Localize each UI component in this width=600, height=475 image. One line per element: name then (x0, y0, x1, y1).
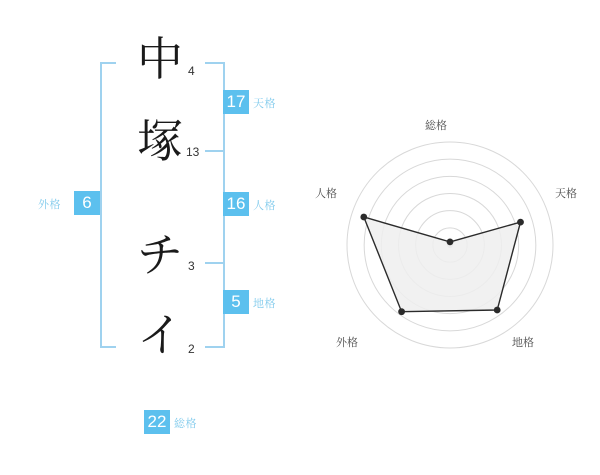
value-chikaku: 5 (223, 290, 249, 314)
label-soukaku: 総格 (174, 417, 197, 430)
label-tenkaku: 天格 (253, 97, 276, 110)
stroke-count-4: 2 (188, 342, 195, 356)
stroke-count-1: 4 (188, 64, 195, 78)
radar-data-point (398, 308, 405, 315)
name-character-2: 塚 (137, 114, 183, 168)
name-character-4: イ (137, 308, 183, 362)
radar-axis-label-jinkaku: 人格 (315, 187, 337, 200)
radar-series-polygon (364, 217, 521, 312)
label-gaikaku: 外格 (38, 198, 61, 211)
name-strokes-panel (0, 0, 300, 470)
bracket-tenkaku (205, 62, 225, 152)
value-soukaku: 22 (144, 410, 170, 434)
radar-axis-label-gaikaku: 外格 (336, 336, 358, 349)
value-gaikaku: 6 (74, 191, 100, 215)
radar-axis-label-tenkaku: 天格 (555, 187, 577, 200)
radar-axis-label-chikaku: 地格 (512, 336, 534, 349)
stroke-count-2: 13 (186, 145, 200, 159)
radar-data-point (360, 214, 367, 221)
stroke-count-3: 3 (188, 259, 195, 273)
radar-chart-panel (300, 0, 600, 470)
bracket-jinkaku (205, 150, 225, 264)
radar-chart (300, 0, 600, 470)
value-tenkaku: 17 (223, 90, 249, 114)
name-character-1: 中 (137, 32, 183, 86)
label-chikaku: 地格 (253, 297, 276, 310)
bracket-chikaku (205, 262, 225, 348)
radar-data-point (517, 219, 524, 226)
radar-data-point (447, 239, 454, 246)
radar-axis-label-soukaku: 総格 (425, 119, 447, 132)
bracket-gaikaku (100, 62, 116, 348)
name-character-3: チ (137, 228, 183, 282)
value-jinkaku: 16 (223, 192, 249, 216)
label-jinkaku: 人格 (253, 199, 276, 212)
radar-data-point (494, 307, 501, 314)
